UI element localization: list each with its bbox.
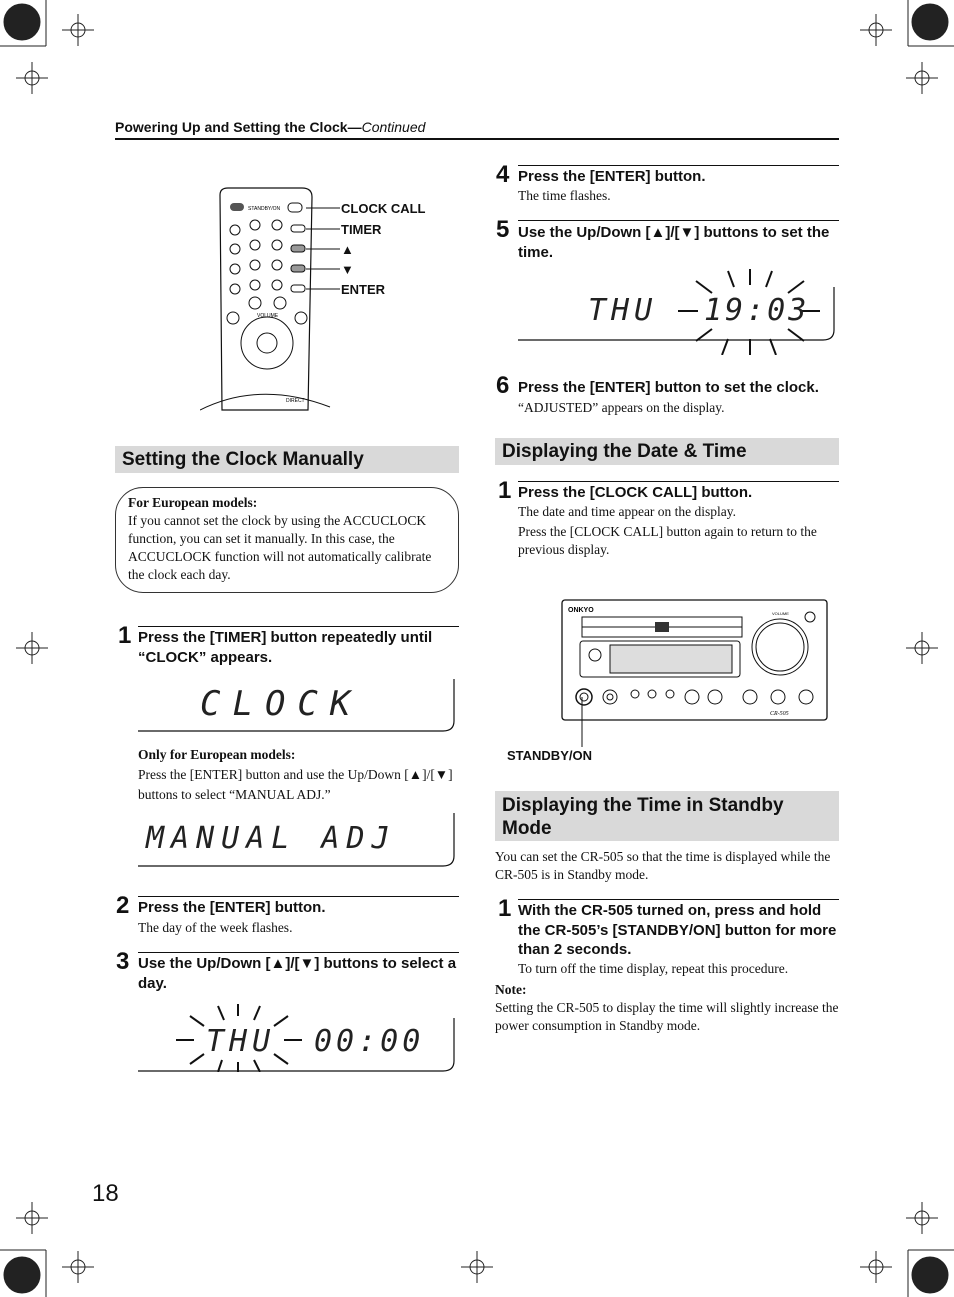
svg-text:VOLUME: VOLUME [772, 611, 789, 616]
note-label: Note: [495, 982, 527, 997]
section-heading-standby: Displaying the Time in Standby Mode [495, 791, 839, 841]
european-note-box [115, 487, 459, 593]
cr505-unit-illustration [510, 597, 830, 757]
euro-text: Press the [ENTER] button and use the Up/Down [▲]/[▼] buttons to select “MANUAL ADJ.” [138, 767, 453, 802]
step-text: Press the [CLOCK CALL] button again to return to the previous display. [518, 524, 817, 557]
lcd-display-day-select [138, 1000, 456, 1072]
step-rule [518, 481, 839, 482]
lcd-text-manual-adj: MANUAL ADJ [146, 821, 397, 856]
lcd-text-day: THU [588, 293, 658, 328]
section-heading-manual: Setting the Clock Manually [115, 446, 459, 473]
step-rule [138, 626, 459, 627]
step-rule [518, 899, 839, 900]
step-text: The day of the week flashes. [138, 920, 293, 935]
step-text: The date and time appear on the display. [518, 504, 737, 519]
svg-text:STANDBY/ON: STANDBY/ON [248, 206, 281, 212]
svg-text:VOLUME: VOLUME [257, 313, 279, 319]
step-rule [518, 220, 839, 221]
svg-text:DIRECT: DIRECT [286, 398, 305, 404]
euro-title: Only for European models: [138, 747, 296, 762]
step-text: The time flashes. [518, 188, 611, 203]
callout-standby-on: STANDBY/ON [507, 748, 592, 763]
step-rule [138, 896, 459, 897]
section-heading-date-time: Displaying the Date & Time [495, 438, 839, 465]
lcd-text-day: THU [206, 1024, 276, 1059]
step-number: 6 [496, 372, 510, 399]
step-number: 5 [496, 216, 510, 243]
running-header [115, 119, 425, 135]
lcd-display-time-set [518, 265, 836, 355]
header-title: Powering Up and Setting the Clock— [115, 119, 362, 135]
lcd-display-clock [138, 679, 456, 732]
step-title: Press the [ENTER] button to set the clock. [518, 379, 819, 396]
step-title: Use the Up/Down [▲]/[▼] buttons to set the time. [518, 224, 830, 261]
standby-intro: You can set the CR-505 so that the time is displayed while the CR-505 is in Standby mode. [495, 849, 831, 882]
lcd-display-manual-adj [138, 813, 456, 867]
step-number: 2 [116, 892, 130, 919]
step-number: 1 [498, 895, 512, 922]
callout-down: ▼ [341, 262, 354, 277]
step-title: Press the [CLOCK CALL] button. [518, 484, 753, 501]
step-title: Press the [TIMER] button repeatedly until “CLOCK” appears. [138, 629, 433, 666]
step-number: 1 [498, 477, 512, 504]
note-title: For European models: [128, 495, 258, 510]
step-number: 3 [116, 948, 130, 975]
header-continued: Continued [361, 119, 426, 135]
step-rule [518, 165, 839, 166]
svg-text:ONKYO: ONKYO [568, 607, 594, 614]
lcd-text-time: 19:03 [704, 293, 810, 328]
lcd-text-clock: CLOCK [200, 684, 363, 724]
step-number: 4 [496, 161, 510, 188]
step-title: With the CR-505 turned on, press and hold the CR-505’s [STANDBY/ON] button for more than 2 seconds. [518, 902, 837, 958]
note-text: Setting the CR-505 to display the time will slightly increase the power consumption in Standby mode. [495, 1000, 839, 1033]
note-text: If you cannot set the clock by using the ACCUCLOCK function, you can set it manually. In this case, the ACCUCLOCK function will not automatically calibrate the clock each day. [128, 513, 432, 582]
step-title: Press the [ENTER] button. [138, 899, 326, 916]
page-number: 18 [92, 1180, 119, 1207]
callout-clock-call: CLOCK CALL [341, 201, 426, 216]
step-rule [138, 952, 459, 953]
svg-text:CR-505: CR-505 [770, 711, 789, 717]
step-text: To turn off the time display, repeat this procedure. [518, 961, 789, 976]
step-number: 1 [118, 622, 132, 649]
step-title: Press the [ENTER] button. [518, 168, 706, 185]
callout-timer: TIMER [341, 222, 382, 237]
remote-control-illustration [200, 185, 340, 415]
step-title: Use the Up/Down [▲]/[▼] buttons to select a day. [138, 955, 457, 992]
header-rule [115, 138, 839, 140]
callout-up: ▲ [341, 242, 354, 257]
step-text: “ADJUSTED” appears on the display. [518, 400, 725, 415]
callout-enter: ENTER [341, 282, 386, 297]
lcd-text-time: 00:00 [314, 1024, 425, 1059]
